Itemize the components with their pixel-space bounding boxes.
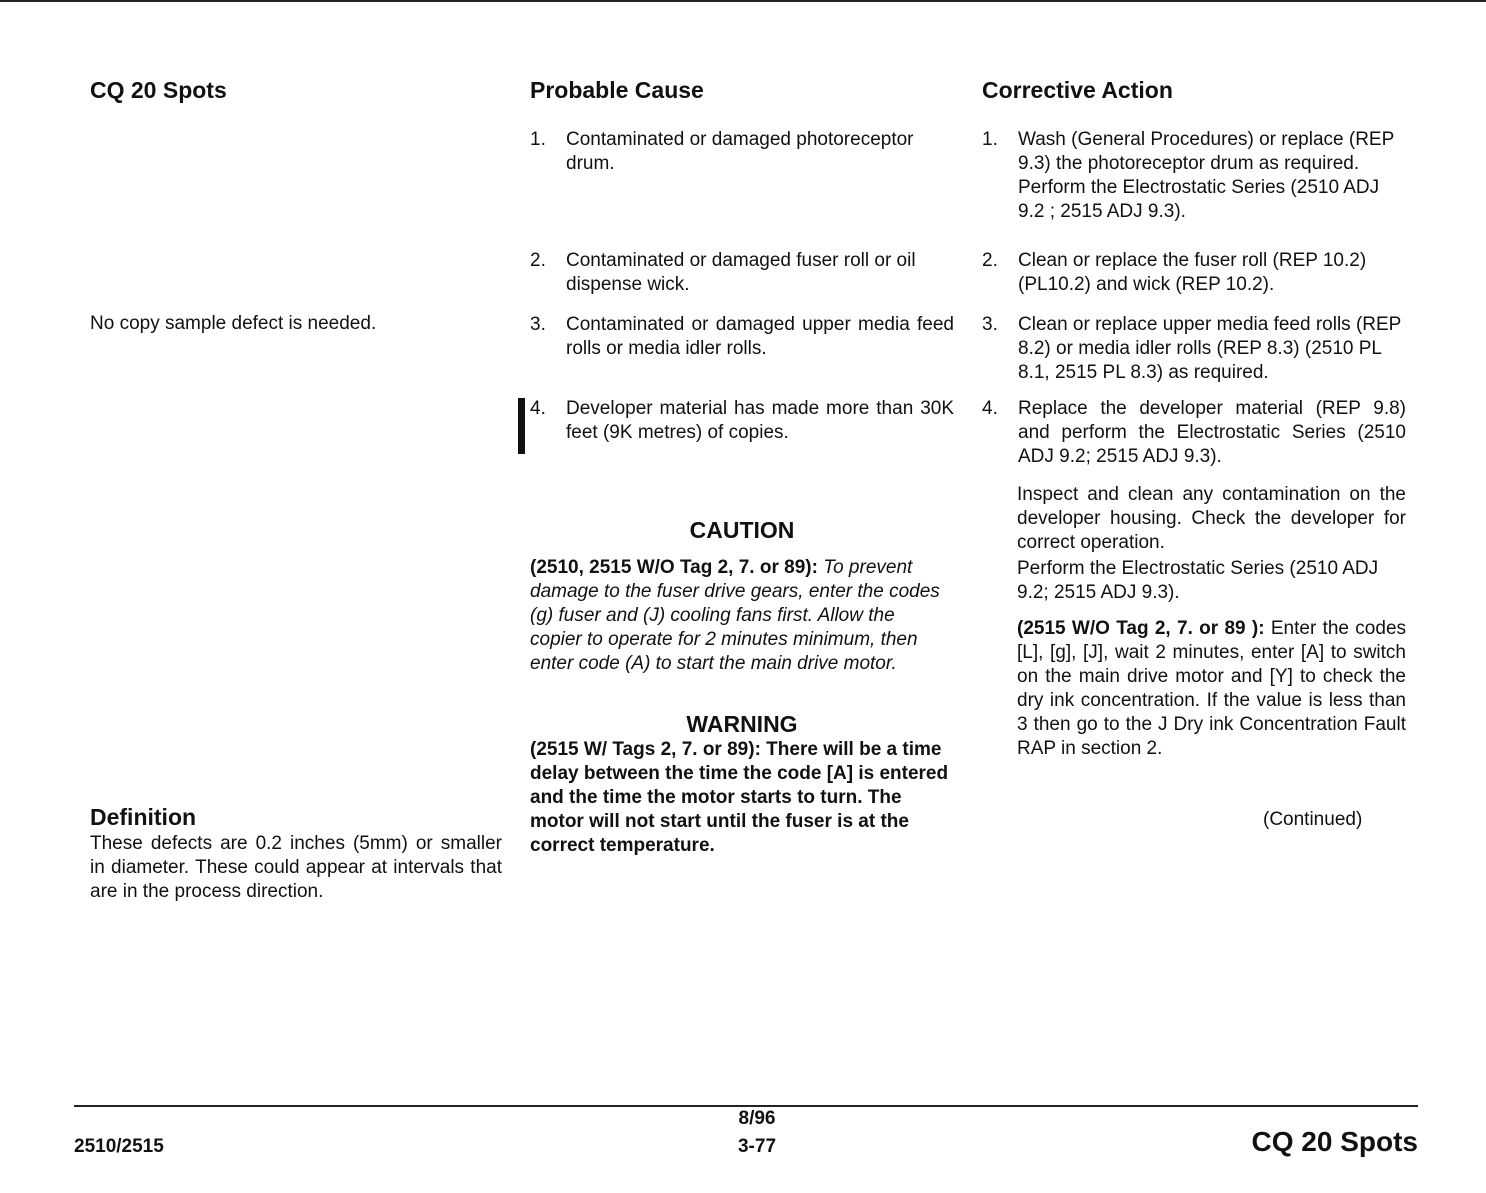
footer-model: 2510/2515 bbox=[74, 1136, 164, 1157]
tag-instructions-text: Enter the codes [L], [g], [J], wait 2 minutes, enter [A] to switch on the main drive motor and [Y] to check the dry ink concentration. If the value is less than 3 then go to the J Dry ink Concentration Fault RAP in section 2. bbox=[1017, 618, 1407, 759]
page-title: CQ 20 Spots bbox=[90, 77, 227, 103]
action-item-1 bbox=[982, 128, 1406, 224]
action-item-number: 4. bbox=[982, 398, 998, 419]
definition-heading: Definition bbox=[90, 804, 197, 830]
cause-item-3 bbox=[530, 313, 954, 361]
tag-instructions bbox=[1017, 617, 1406, 761]
caution-title: CAUTION bbox=[689, 517, 795, 543]
definition-text: These defects are 0.2 inches (5mm) or smaller in diameter. These could appear at intervals that are in the process direction. bbox=[90, 833, 502, 902]
cause-item-number: 1. bbox=[530, 129, 546, 150]
cause-item-2 bbox=[530, 249, 954, 297]
perform-text: Perform the Electrostatic Series (2510 ADJ 9.2; 2515 ADJ 9.3). bbox=[1017, 558, 1379, 603]
no-sample-note: No copy sample defect is needed. bbox=[90, 313, 377, 334]
warning-text: (2515 W/ Tags 2, 7. or 89): There will be a time delay between the time the code [A] is entered and the time the motor starts to turn. The motor will not start until the fuser is at the correct temperature. bbox=[530, 739, 949, 856]
cause-item-text: Developer material has made more than 30K feet (9K metres) of copies. bbox=[566, 398, 954, 443]
cause-item-1 bbox=[530, 128, 954, 176]
cause-item-text: Contaminated or damaged photoreceptor drum. bbox=[566, 129, 914, 174]
action-item-text: Replace the developer material (REP 9.8) and perform the Electrostatic Series (2510 ADJ 9.2; 2515 ADJ 9.3). bbox=[1018, 398, 1406, 467]
continued-label: (Continued) bbox=[1263, 809, 1363, 830]
footer-title: CQ 20 Spots bbox=[1251, 1126, 1418, 1157]
probable-cause-heading: Probable Cause bbox=[530, 77, 704, 103]
action-item-number: 1. bbox=[982, 129, 998, 150]
inspect-text: Inspect and clean any contamination on the developer housing. Check the developer for correct operation. bbox=[1017, 484, 1406, 553]
caution-body bbox=[530, 556, 950, 676]
action-item-4 bbox=[982, 397, 1406, 469]
cause-item-number: 4. bbox=[530, 398, 546, 419]
cause-item-number: 3. bbox=[530, 314, 546, 335]
top-border bbox=[0, 0, 1486, 2]
action-item-text: Wash (General Procedures) or replace (REP 9.3) the photoreceptor drum as required. Perform the Electrostatic Series (2510 ADJ 9.2 ; 2515 ADJ 9.3). bbox=[1018, 129, 1394, 222]
cause-item-4 bbox=[530, 397, 954, 445]
cause-item-text: Contaminated or damaged fuser roll or oil dispense wick. bbox=[566, 250, 916, 295]
corrective-action-heading: Corrective Action bbox=[982, 77, 1173, 103]
footer-page-number: 3-77 bbox=[737, 1136, 777, 1157]
caution-text: To prevent damage to the fuser drive gears, enter the codes (g) fuser and (J) cooling fans first. Allow the copier to operate for 2 minutes minimum, then enter code (A) to start the main drive motor. bbox=[530, 557, 940, 674]
footer-date: 8/96 bbox=[738, 1108, 776, 1129]
action-item-text: Clean or replace the fuser roll (REP 10.2) (PL10.2) and wick (REP 10.2). bbox=[1018, 250, 1367, 295]
action-item-text: Clean or replace upper media feed rolls (REP 8.2) or media idler rolls (REP 8.3) (2510 PL 8.1, 2515 PL 8.3) as required. bbox=[1018, 314, 1402, 383]
change-bar bbox=[518, 398, 525, 454]
action-item-number: 3. bbox=[982, 314, 998, 335]
warning-title: WARNING bbox=[686, 711, 798, 737]
action-item-3 bbox=[982, 313, 1406, 385]
action-item-2 bbox=[982, 249, 1406, 297]
cause-item-number: 2. bbox=[530, 250, 546, 271]
cause-item-text: Contaminated or damaged upper media feed rolls or media idler rolls. bbox=[566, 314, 954, 359]
action-item-number: 2. bbox=[982, 250, 998, 271]
tag-instructions-lead: (2515 W/O Tag 2, 7. or 89 ): bbox=[1017, 618, 1265, 639]
caution-lead: (2510, 2515 W/O Tag 2, 7. or 89): bbox=[530, 557, 818, 578]
